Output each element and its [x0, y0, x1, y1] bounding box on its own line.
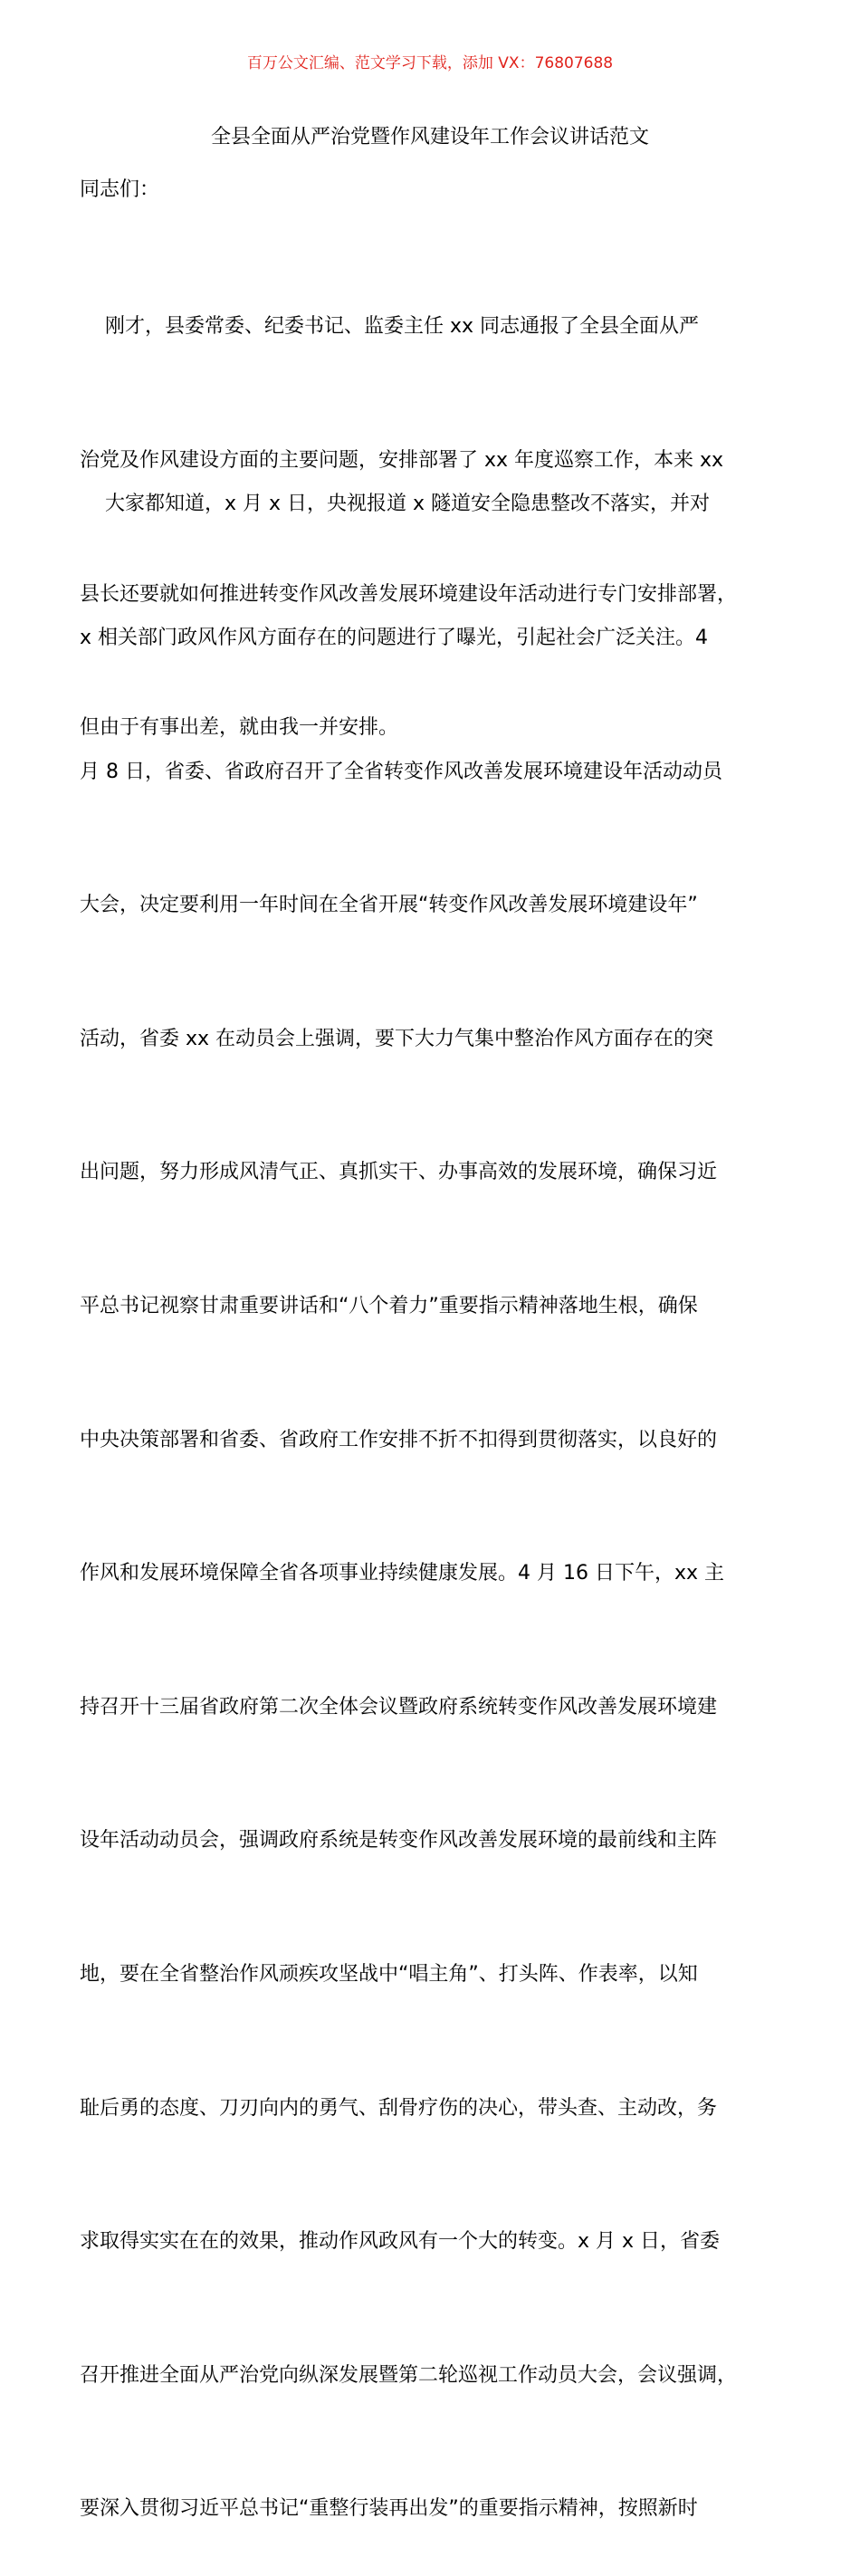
paragraph-line: 大会，决定要利用一年时间在全省开展“转变作风改善发展环境建设年”: [80, 894, 698, 917]
header-banner: 百万公文汇编、范文学习下载，添加 VX：76807688: [246, 54, 614, 72]
paragraph-line: 作风和发展环境保障全省各项事业持续健康发展。4 月 16 日下午，xx 主: [80, 1562, 725, 1585]
document-title: 全县全面从严治党暨作风建设年工作会议讲话范文: [210, 126, 649, 148]
paragraph-line: 县长还要就如何推进转变作风改善发展环境建设年活动进行专门安排部署，: [80, 582, 738, 606]
paragraph-line: 平总书记视察甘肃重要讲话和“八个着力”重要指示精神落地生根，确保: [80, 1294, 698, 1317]
paragraph-line: 耻后勇的态度、刀刃向内的勇气、刮骨疗伤的决心，带头查、主动改，务: [80, 2096, 718, 2120]
paragraph-line: 但由于有事出差，就由我一并安排。: [80, 716, 399, 740]
paragraph-line: 持召开十三届省政府第二次全体会议暨政府系统转变作风改善发展环境建: [80, 1695, 718, 1719]
salutation: 同志们：: [80, 178, 160, 201]
paragraph-line: 中央决策部署和省委、省政府工作安排不折不扣得到贯彻落实，以良好的: [80, 1428, 718, 1451]
paragraph-line: x 相关部门政风作风方面存在的问题进行了曝光，引起社会广泛关注。4: [80, 627, 709, 649]
paragraph-line: 治党及作风建设方面的主要问题，安排部署了 xx 年度巡察工作，本来 xx: [80, 449, 724, 472]
paragraph-line: 求取得实实在在的效果，推动作风政风有一个大的转变。x 月 x 日，省委: [80, 2230, 721, 2254]
paragraph-line: 活动，省委 xx 在动员会上强调，要下大力气集中整治作风方面存在的突: [80, 1027, 714, 1050]
paragraph-line: 召开推进全面从严治党向纵深发展暨第二轮巡视工作动员大会，会议强调，: [80, 2363, 738, 2387]
paragraph-line: 大家都知道，x 月 x 日，央视报道 x 隧道安全隐患整改不落实，并对: [80, 493, 710, 516]
paragraph-line: 月 8 日，省委、省政府召开了全省转变作风改善发展环境建设年活动动员: [80, 760, 722, 783]
paragraph-line: 出问题，努力形成风清气正、真抓实干、办事高效的发展环境，确保习近: [80, 1161, 718, 1184]
paragraph-line: 地，要在全省整治作风顽疾攻坚战中“唱主角”、打头阵、作表率，以知: [80, 1962, 698, 1986]
paragraph-line: 设年活动动员会，强调政府系统是转变作风改善发展环境的最前线和主阵: [80, 1829, 718, 1853]
paragraph-line: 要深入贯彻习近平总书记“重整行装再出发”的重要指示精神，按照新时: [80, 2497, 698, 2521]
paragraph-line: 刚才，县委常委、纪委书记、监委主任 xx 同志通报了全县全面从严: [80, 315, 700, 339]
paragraph-2: [80, 393, 795, 2576]
